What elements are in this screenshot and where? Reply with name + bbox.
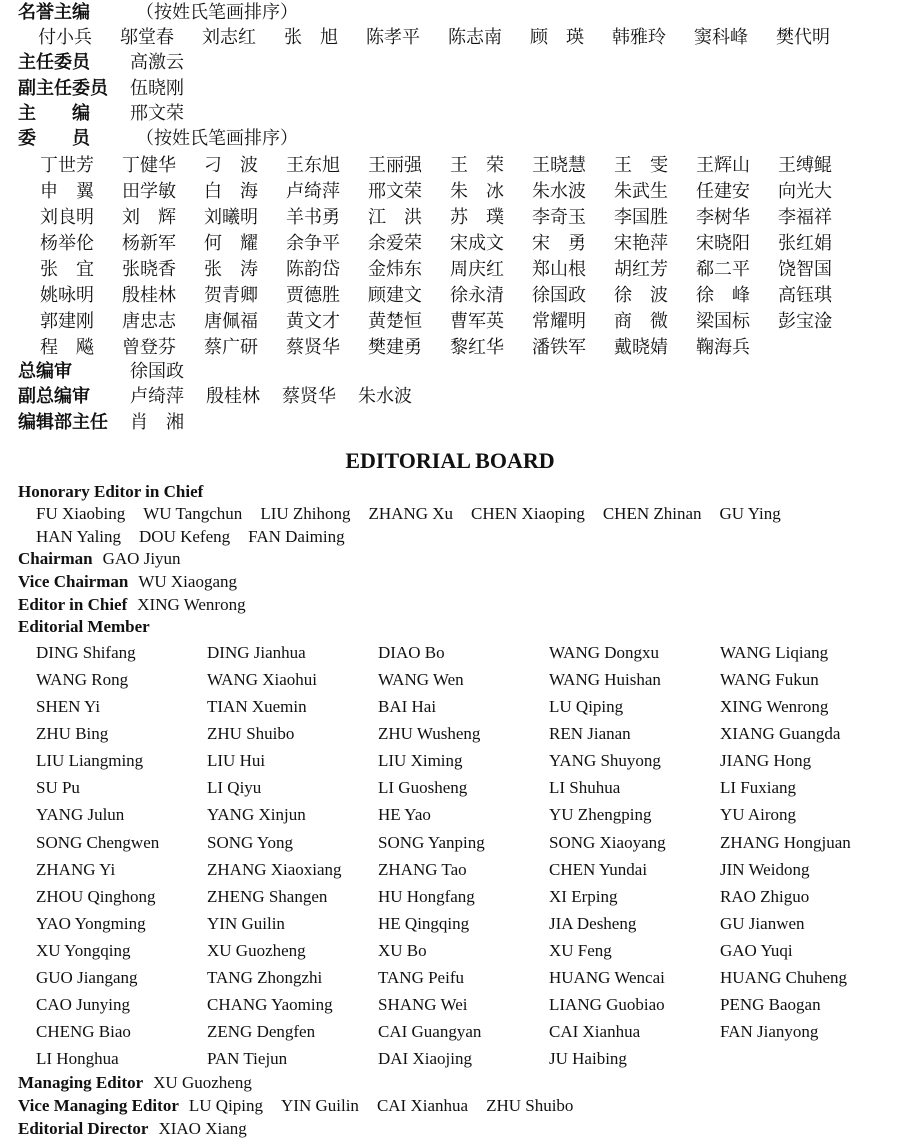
cn-chairman-label: 主任委员 <box>18 52 90 74</box>
en-member-name: YAO Yongming <box>36 913 146 933</box>
en-member-name: ZHOU Qinghong <box>36 886 156 906</box>
en-editorial-director-row <box>0 1118 900 1141</box>
cn-member-name: 顾建文 <box>368 285 422 307</box>
en-member-name: RAO Zhiguo <box>720 886 810 906</box>
en-member-name: XU Feng <box>549 940 612 960</box>
en-member-name: DAI Xiaojing <box>378 1049 472 1069</box>
en-member-name: YANG Julun <box>36 805 125 825</box>
cn-member-name: 向光大 <box>778 181 832 203</box>
cn-member-name: 姚咏明 <box>40 285 94 307</box>
en-member-name: YU Zhengping <box>549 805 652 825</box>
cn-member-name: 徐国政 <box>532 285 586 307</box>
en-vice-managing-editor-name: LU Qiping <box>188 1095 264 1115</box>
cn-member-name: 张红娟 <box>778 233 832 255</box>
cn-honorary-name: 陈孝平 <box>366 27 420 49</box>
en-member-name: XU Guozheng <box>207 940 306 960</box>
en-member-name: ZHU Shuibo <box>207 724 295 744</box>
en-member-name: LI Qiyu <box>207 778 262 798</box>
cn-honorary-name: 陈志南 <box>448 27 502 49</box>
en-member-name: SONG Xiaoyang <box>549 832 666 852</box>
cn-member-name: 鞠海兵 <box>696 337 750 359</box>
cn-member-name: 黄楚恒 <box>368 311 422 333</box>
en-member-name: JIN Weidong <box>720 859 810 879</box>
en-member-name: WANG Wen <box>378 669 464 689</box>
cn-member-name: 黄文才 <box>286 311 340 333</box>
english-section <box>0 481 900 1140</box>
en-vice-managing-editor-names <box>189 1096 592 1115</box>
cn-member-name: 江 洪 <box>368 207 422 229</box>
en-member-name: TANG Peifu <box>378 967 464 987</box>
cn-member-name: 苏 璞 <box>450 207 504 229</box>
en-member-name: REN Jianan <box>549 724 631 744</box>
en-members-label: Editorial Member <box>18 617 150 637</box>
cn-member-name: 王 雯 <box>614 155 668 177</box>
cn-member-name: 李树华 <box>696 207 750 229</box>
en-chairman-name: GAO Jiyun <box>102 549 181 569</box>
en-member-name: ZHU Wusheng <box>378 724 481 744</box>
en-member-name: YU Airong <box>720 805 797 825</box>
en-member-name: SONG Chengwen <box>36 832 160 852</box>
en-member-name: WANG Dongxu <box>549 642 660 662</box>
cn-vice-chief-reviewer-name: 朱水波 <box>358 386 412 408</box>
cn-member-name: 常耀明 <box>532 311 586 333</box>
en-member-name: HU Hongfang <box>378 886 475 906</box>
cn-member-name: 李奇玉 <box>532 207 586 229</box>
cn-member-name: 王缚鲲 <box>778 155 832 177</box>
en-vice-chairman-name: WU Xiaogang <box>138 572 237 592</box>
en-member-name: CAO Junying <box>36 995 130 1015</box>
cn-member-name: 高钰琪 <box>778 285 832 307</box>
cn-member-name: 蔡广研 <box>204 337 258 359</box>
cn-members-header <box>0 126 900 151</box>
cn-members-note: （按姓氏笔画排序） <box>136 127 298 149</box>
cn-member-name: 李福祥 <box>778 207 832 229</box>
cn-vice-chairman-name: 伍晓刚 <box>130 77 184 99</box>
en-member-name: WANG Liqiang <box>720 642 829 662</box>
cn-member-name: 王辉山 <box>696 155 750 177</box>
en-member-name: LIU Liangming <box>36 751 144 771</box>
en-honorary-name: FAN Daiming <box>248 526 345 546</box>
cn-member-name: 王晓慧 <box>532 155 586 177</box>
page-title: EDITORIAL BOARD <box>345 447 555 473</box>
cn-vice-chief-reviewer-name: 蔡贤华 <box>282 386 336 408</box>
en-honorary-header <box>0 481 900 504</box>
cn-member-name: 余爱荣 <box>368 233 422 255</box>
en-member-name: SONG Yanping <box>378 832 485 852</box>
cn-chief-reviewer-row <box>0 359 900 384</box>
en-member-name: HUANG Chuheng <box>720 967 848 987</box>
cn-member-name: 饶智国 <box>778 259 832 281</box>
cn-member-name: 刘曦明 <box>204 207 258 229</box>
en-vice-managing-editor-name: CAI Xianhua <box>376 1095 469 1115</box>
cn-member-name: 徐 峰 <box>696 285 750 307</box>
cn-chairman-name: 高激云 <box>130 52 184 74</box>
en-managing-editor-name: XU Guozheng <box>153 1073 252 1093</box>
en-member-name: GU Jianwen <box>720 913 805 933</box>
en-member-name: XU Bo <box>378 940 427 960</box>
en-honorary-name: ZHANG Xu <box>368 504 454 524</box>
cn-honorary-note: （按姓氏笔画排序） <box>136 2 298 23</box>
cn-editor-row <box>0 101 900 126</box>
en-member-name: GAO Yuqi <box>720 940 793 960</box>
cn-member-name: 王 荣 <box>450 155 504 177</box>
cn-member-name: 羊书勇 <box>286 207 340 229</box>
cn-member-name: 宋成文 <box>450 233 504 255</box>
cn-vice-chief-reviewer-name: 殷桂林 <box>206 386 260 408</box>
en-member-name: GUO Jiangang <box>36 967 138 987</box>
cn-member-name: 朱水波 <box>532 181 586 203</box>
en-chairman-label: Chairman <box>18 549 93 569</box>
cn-member-name: 任建安 <box>696 181 750 203</box>
cn-member-name: 陈韵岱 <box>286 259 340 281</box>
en-honorary-name: HAN Yaling <box>36 526 122 546</box>
cn-member-name: 丁世芳 <box>40 155 94 177</box>
en-managing-editor-row <box>0 1072 900 1095</box>
en-member-name: CHANG Yaoming <box>207 995 333 1015</box>
cn-member-name: 胡红芳 <box>614 259 668 281</box>
cn-editorial-director-label: 编辑部主任 <box>18 411 108 433</box>
en-vice-chairman-label: Vice Chairman <box>18 572 129 592</box>
cn-member-name: 张 涛 <box>204 259 258 281</box>
en-vice-managing-editor-label: Vice Managing Editor <box>18 1095 179 1115</box>
cn-chief-reviewer-label: 总编审 <box>18 361 72 383</box>
en-member-name: JIANG Hong <box>720 751 812 771</box>
cn-members-grid <box>0 151 900 359</box>
cn-honorary-names <box>0 25 900 50</box>
en-member-name: XI Erping <box>549 886 618 906</box>
en-member-name: ZHANG Tao <box>378 859 467 879</box>
en-member-name: LU Qiping <box>549 697 624 717</box>
cn-member-name: 张 宜 <box>40 259 94 281</box>
cn-member-name: 唐佩福 <box>204 311 258 333</box>
cn-member-name: 金炜东 <box>368 259 422 281</box>
en-member-name: XU Yongqing <box>36 940 131 960</box>
en-member-name: HE Yao <box>378 805 431 825</box>
en-editor-in-chief-label: Editor in Chief <box>18 594 128 614</box>
en-member-name: YANG Shuyong <box>549 751 661 771</box>
cn-member-name: 宋 勇 <box>532 233 586 255</box>
cn-member-name: 余争平 <box>286 233 340 255</box>
en-member-name: HE Qingqing <box>378 913 470 933</box>
en-member-name: WANG Xiaohui <box>207 669 318 689</box>
en-vice-managing-editor-row <box>0 1095 900 1118</box>
cn-member-name: 黎红华 <box>450 337 504 359</box>
cn-member-name: 蔡贤华 <box>286 337 340 359</box>
cn-member-name: 郑山根 <box>532 259 586 281</box>
cn-honorary-name: 付小兵 <box>38 27 92 49</box>
en-honorary-names-line2 <box>0 526 900 549</box>
en-editor-in-chief-name: XING Wenrong <box>137 594 246 614</box>
cn-member-name: 贺青卿 <box>204 285 258 307</box>
en-member-name: WANG Rong <box>36 669 129 689</box>
cn-member-name: 何 耀 <box>204 233 258 255</box>
cn-member-name: 白 海 <box>204 181 258 203</box>
cn-member-name: 樊建勇 <box>368 337 422 359</box>
en-chairman-row <box>0 548 900 571</box>
cn-member-name: 朱 冰 <box>450 181 504 203</box>
en-member-name: SONG Yong <box>207 832 293 852</box>
cn-member-name: 杨新军 <box>122 233 176 255</box>
cn-member-name: 商 微 <box>614 311 668 333</box>
en-member-name: ZHANG Hongjuan <box>720 832 851 852</box>
en-member-name: SU Pu <box>36 778 80 798</box>
en-member-name: LI Fuxiang <box>720 778 797 798</box>
cn-member-name: 田学敏 <box>122 181 176 203</box>
en-member-name: XING Wenrong <box>720 697 829 717</box>
cn-member-name: 徐 波 <box>614 285 668 307</box>
en-vice-managing-editor-name: YIN Guilin <box>281 1095 359 1115</box>
en-member-name: LI Shuhua <box>549 778 621 798</box>
cn-editor-label: 主 编 <box>18 102 90 124</box>
en-member-name: SHEN Yi <box>36 697 101 717</box>
cn-member-name: 刘良明 <box>40 207 94 229</box>
en-vice-chairman-row <box>0 571 900 594</box>
cn-vice-chief-reviewer-names <box>130 384 434 409</box>
cn-honorary-header <box>0 0 900 25</box>
cn-member-name: 曾登芬 <box>122 337 176 359</box>
cn-member-name: 唐忠志 <box>122 311 176 333</box>
cn-member-name: 宋艳萍 <box>614 233 668 255</box>
en-member-name: TANG Zhongzhi <box>207 967 323 987</box>
cn-honorary-label: 名誉主编 <box>18 2 90 23</box>
cn-editorial-director-name: 肖 湘 <box>130 411 184 433</box>
en-member-name: JIA Desheng <box>549 913 637 933</box>
cn-member-name: 殷桂林 <box>122 285 176 307</box>
en-honorary-name: FU Xiaobing <box>36 504 126 524</box>
cn-honorary-name: 刘志红 <box>202 27 256 49</box>
en-honorary-name: DOU Kefeng <box>139 526 231 546</box>
en-member-name: ZHANG Xiaoxiang <box>207 859 342 879</box>
cn-member-name: 张晓香 <box>122 259 176 281</box>
cn-member-name: 卢绮萍 <box>286 181 340 203</box>
cn-member-name: 王丽强 <box>368 155 422 177</box>
en-member-name: ZENG Dengfen <box>207 1022 316 1042</box>
cn-honorary-name: 邬堂春 <box>120 27 174 49</box>
cn-members-label: 委 员 <box>18 127 90 149</box>
en-honorary-name: CHEN Zhinan <box>602 504 702 524</box>
en-member-name: SHANG Wei <box>378 995 468 1015</box>
cn-member-name: 戴晓婧 <box>614 337 668 359</box>
cn-member-name: 丁健华 <box>122 155 176 177</box>
chinese-section <box>0 0 900 435</box>
cn-member-name: 彭宝淦 <box>778 311 832 333</box>
cn-member-name: 李国胜 <box>614 207 668 229</box>
en-member-name: LIU Ximing <box>378 751 463 771</box>
cn-member-name: 周庆红 <box>450 259 504 281</box>
cn-member-name: 曹军英 <box>450 311 504 333</box>
en-honorary-name: CHEN Xiaoping <box>471 504 585 524</box>
cn-honorary-name: 窦科峰 <box>694 27 748 49</box>
en-member-name: CAI Guangyan <box>378 1022 482 1042</box>
cn-member-name: 刁 波 <box>204 155 258 177</box>
cn-chief-reviewer-name: 徐国政 <box>130 361 184 383</box>
cn-member-name: 郗二平 <box>696 259 750 281</box>
en-editor-in-chief-row <box>0 594 900 617</box>
en-honorary-label: Honorary Editor in Chief <box>18 481 204 501</box>
cn-honorary-name: 韩雅玲 <box>612 27 666 49</box>
cn-vice-chief-reviewer-label: 副总编审 <box>18 386 90 408</box>
en-members-grid <box>0 639 900 1073</box>
en-member-name: XIANG Guangda <box>720 724 841 744</box>
cn-honorary-name: 顾 瑛 <box>530 27 584 49</box>
en-member-name: DING Shifang <box>36 642 136 662</box>
cn-vice-chief-reviewer-name: 卢绮萍 <box>130 386 184 408</box>
en-member-name: YANG Xinjun <box>207 805 306 825</box>
cn-editor-name: 邢文荣 <box>130 102 184 124</box>
en-member-name: FAN Jianyong <box>720 1022 819 1042</box>
en-member-name: ZHENG Shangen <box>207 886 328 906</box>
en-member-name: TIAN Xuemin <box>207 697 307 717</box>
en-member-name: JU Haibing <box>549 1049 627 1069</box>
en-member-name: ZHU Bing <box>36 724 109 744</box>
cn-vice-chief-reviewer-row <box>0 384 900 409</box>
en-honorary-name: GU Ying <box>719 504 781 524</box>
cn-vice-chairman-label: 副主任委员 <box>18 77 108 99</box>
en-managing-editor-label: Managing Editor <box>18 1073 144 1093</box>
en-editorial-director-name: XIAO Xiang <box>158 1118 247 1138</box>
cn-member-name: 宋晓阳 <box>696 233 750 255</box>
en-editorial-director-label: Editorial Director <box>18 1118 149 1138</box>
en-member-name: DING Jianhua <box>207 642 306 662</box>
en-member-name: WANG Fukun <box>720 669 819 689</box>
en-member-name: WANG Huishan <box>549 669 661 689</box>
cn-vice-chairman-row <box>0 76 900 101</box>
cn-member-name: 刘 辉 <box>122 207 176 229</box>
en-member-name: HUANG Wencai <box>549 967 665 987</box>
en-member-name: PENG Baogan <box>720 995 821 1015</box>
cn-member-name: 王东旭 <box>286 155 340 177</box>
en-honorary-name: LIU Zhihong <box>260 504 351 524</box>
cn-member-name: 徐永清 <box>450 285 504 307</box>
en-member-name: CHENG Biao <box>36 1022 131 1042</box>
cn-member-name: 潘铁军 <box>532 337 586 359</box>
cn-member-name: 程 飚 <box>40 337 94 359</box>
en-member-name: LI Guosheng <box>378 778 468 798</box>
cn-editorial-director-row <box>0 410 900 435</box>
en-member-name: CHEN Yundai <box>549 859 648 879</box>
en-member-name: BAI Hai <box>378 697 437 717</box>
cn-member-name: 朱武生 <box>614 181 668 203</box>
en-member-name: PAN Tiejun <box>207 1049 288 1069</box>
en-member-name: CAI Xianhua <box>549 1022 641 1042</box>
cn-member-name: 贾德胜 <box>286 285 340 307</box>
cn-member-name: 邢文荣 <box>368 181 422 203</box>
cn-honorary-name: 张 旭 <box>284 27 338 49</box>
en-member-name: YIN Guilin <box>207 913 285 933</box>
cn-chairman-row <box>0 50 900 75</box>
en-members-header <box>0 616 900 639</box>
en-member-name: LIU Hui <box>207 751 266 771</box>
en-honorary-name: WU Tangchun <box>143 504 243 524</box>
cn-member-name: 郭建刚 <box>40 311 94 333</box>
cn-member-name: 申 翼 <box>40 181 94 203</box>
cn-member-name: 杨举伦 <box>40 233 94 255</box>
en-member-name: DIAO Bo <box>378 642 445 662</box>
en-honorary-names-line1 <box>0 503 900 526</box>
en-vice-managing-editor-name: ZHU Shuibo <box>486 1095 574 1115</box>
en-member-name: ZHANG Yi <box>36 859 116 879</box>
en-member-name: LIANG Guobiao <box>549 995 665 1015</box>
cn-member-name: 梁国标 <box>696 311 750 333</box>
cn-honorary-name: 樊代明 <box>776 27 830 49</box>
en-member-name: LI Honghua <box>36 1049 119 1069</box>
